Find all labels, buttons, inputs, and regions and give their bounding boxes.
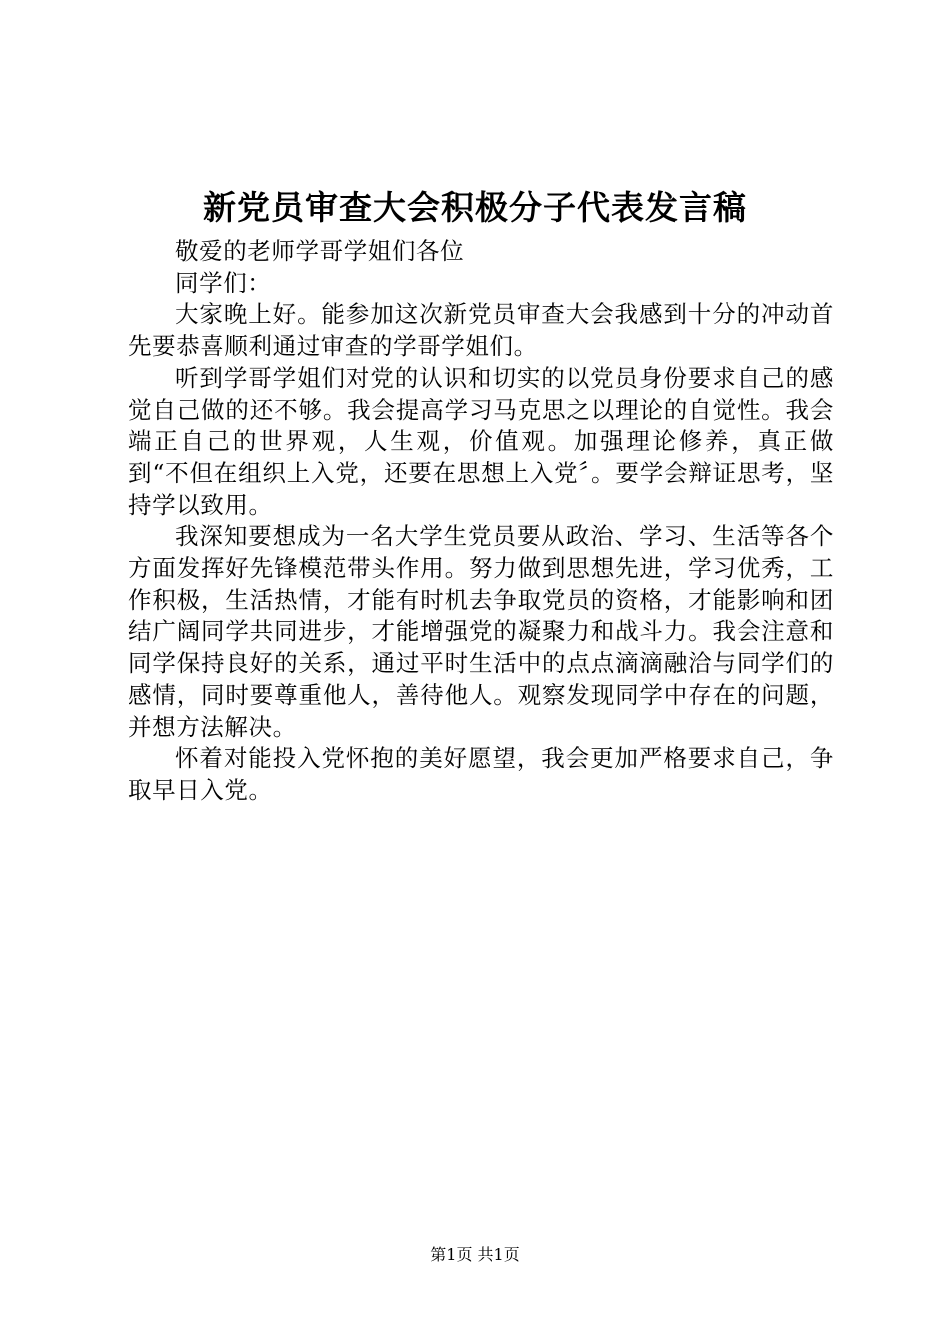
- paragraph-greeting: 大家晚上好。能参加这次新党员审查大会我感到十分的冲动首先要恭喜顺利通过审查的学哥学姐们。: [128, 300, 834, 361]
- paragraph-closing: 怀着对能投入党怀抱的美好愿望，我会更加严格要求自己，争取早日入党。: [128, 744, 834, 804]
- document-title: 新党员审查大会积极分子代表发言稿: [203, 188, 747, 227]
- document-body: [128, 236, 834, 807]
- page-footer: 第1页 共1页: [430, 1245, 520, 1264]
- salutation-line-2: 同学们：: [175, 268, 272, 297]
- paragraph-commitment: 我深知要想成为一名大学生党员要从政治、学习、生活等各个方面发挥好先锋模范带头作用。努力做到思想先进，学习优秀，工作积极，生活热情，才能有时机去争取党员的资格，才能影响和团结广阔同学共同进步，才能增强党的凝聚力和战斗力。我会注意和同学保持良好的关系，通过平时生活中的点点滴滴融洽与同学们的感情，同时要尊重他人，善待他人。观察发现同学中存在的问题，并想方法解决。: [128, 522, 834, 741]
- paragraph-reflection: 听到学哥学姐们对党的认识和切实的以党员身份要求自己的感觉自己做的还不够。我会提高学习马克思之以理论的自觉性。我会端正自己的世界观，人生观，价值观。加强理论修养，真正做到“不但在组织上入党，还要在思想上入党〞。要学会辩证思考，坚持学以致用。: [128, 363, 834, 519]
- salutation-line-1: 敬爱的老师学哥学姐们各位: [175, 237, 465, 265]
